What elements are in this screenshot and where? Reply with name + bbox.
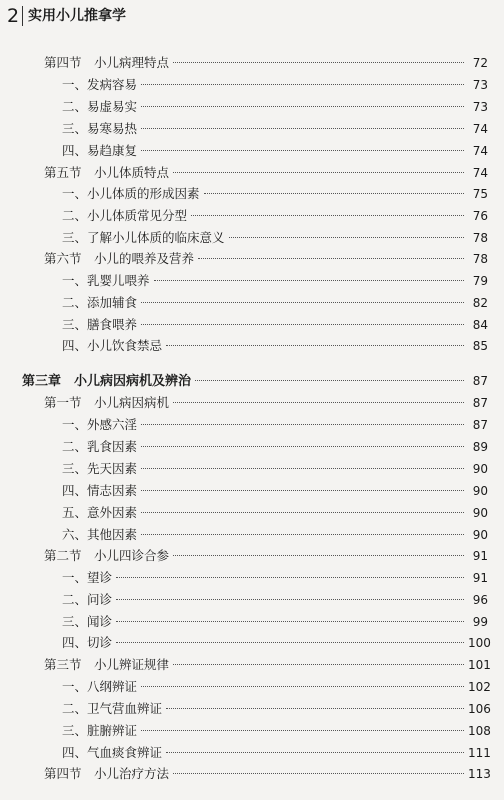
- toc-entry-page: 75: [472, 187, 488, 201]
- toc-entry: [62, 292, 488, 314]
- toc-entry-page: 74: [472, 144, 488, 158]
- dot-leader: [173, 773, 464, 774]
- toc-entry-page: 78: [472, 231, 488, 245]
- toc-entry: [62, 458, 488, 480]
- toc-entry-page: 101: [468, 658, 491, 672]
- toc-entry-title: 第一节 小儿病因病机: [44, 395, 170, 410]
- dot-leader: [141, 150, 464, 151]
- toc-entry: [62, 589, 488, 611]
- dot-leader: [173, 62, 464, 63]
- dot-leader: [141, 324, 464, 325]
- toc-entry-title: 第六节 小儿的喂养及营养: [44, 251, 195, 266]
- dot-leader: [173, 402, 464, 403]
- toc-entry: [44, 392, 488, 414]
- dot-leader: [154, 280, 464, 281]
- toc-entry-page: 76: [472, 209, 488, 223]
- toc-entry-page: 100: [468, 636, 491, 650]
- toc-entry-page: 91: [472, 571, 488, 585]
- toc-entry-title: 三、先天因素: [62, 461, 138, 476]
- toc-entry-page: 87: [472, 374, 488, 388]
- toc-entry-title: 五、意外因素: [62, 505, 138, 520]
- toc-entry-page: 73: [472, 100, 488, 114]
- dot-leader: [141, 534, 464, 535]
- header-divider: [22, 6, 23, 26]
- toc-entry: [62, 96, 488, 118]
- toc-entry-page: 99: [472, 615, 488, 629]
- toc-entry-title: 第二节 小儿四诊合参: [44, 548, 170, 563]
- dot-leader: [166, 345, 464, 346]
- toc-entry-title: 一、小儿体质的形成因素: [62, 186, 200, 201]
- toc-entry: [62, 227, 488, 249]
- toc-entry-title: 四、情志因素: [62, 483, 138, 498]
- dot-leader: [141, 106, 464, 107]
- dot-leader: [141, 490, 464, 491]
- dot-leader: [116, 642, 464, 643]
- toc-entry-title: 六、其他因素: [62, 527, 138, 542]
- toc-entry: [62, 480, 488, 502]
- toc-entry-title: 一、望诊: [62, 570, 113, 585]
- toc-entry-title: 第三节 小儿辨证规律: [44, 657, 170, 672]
- toc-entry-page: 87: [472, 396, 488, 410]
- dot-leader: [173, 555, 464, 556]
- toc-entry-page: 111: [468, 746, 491, 760]
- toc-entry: [62, 720, 491, 742]
- dot-leader: [166, 752, 464, 753]
- page-number: 2: [7, 5, 20, 27]
- toc-entry-title: 二、小儿体质常见分型: [62, 208, 188, 223]
- toc-entry-title: 第四节 小儿病理特点: [44, 55, 170, 70]
- toc-entry: [62, 742, 491, 764]
- toc-entry: [62, 632, 491, 654]
- toc-entry-page: 90: [472, 484, 488, 498]
- toc-entry-page: 82: [472, 296, 488, 310]
- toc-entry-page: 73: [472, 78, 488, 92]
- toc-entry: [22, 370, 488, 392]
- toc-entry-title: 二、乳食因素: [62, 439, 138, 454]
- dot-leader: [141, 468, 464, 469]
- dot-leader: [173, 664, 464, 665]
- toc-entry-title: 四、易趋康复: [62, 143, 138, 158]
- dot-leader: [116, 621, 464, 622]
- toc-entry-page: 106: [468, 702, 491, 716]
- toc-entry-page: 84: [472, 318, 488, 332]
- dot-leader: [116, 599, 464, 600]
- dot-leader: [141, 424, 464, 425]
- dot-leader: [141, 686, 464, 687]
- toc-entry-page: 108: [468, 724, 491, 738]
- toc-entry-title: 一、外感六淫: [62, 417, 138, 432]
- dot-leader: [198, 258, 464, 259]
- toc-entry-page: 91: [472, 549, 488, 563]
- toc-entry-page: 87: [472, 418, 488, 432]
- dot-leader: [166, 708, 464, 709]
- toc-entry-title: 第四节 小儿治疗方法: [44, 766, 170, 781]
- toc-entry-page: 74: [472, 122, 488, 136]
- toc-entry-page: 96: [472, 593, 488, 607]
- toc-entry-title: 二、添加辅食: [62, 295, 138, 310]
- toc-entry: [62, 414, 488, 436]
- toc-entry-title: 三、膳食喂养: [62, 317, 138, 332]
- toc-entry-title: 四、小儿饮食禁忌: [62, 338, 163, 353]
- toc-entry-title: 一、乳婴儿喂养: [62, 273, 150, 288]
- dot-leader: [191, 215, 464, 216]
- toc-entry-title: 三、闻诊: [62, 614, 113, 629]
- toc-entry-page: 74: [472, 166, 488, 180]
- toc-entry: [62, 74, 488, 96]
- toc-entry: [44, 763, 491, 785]
- toc-entry-title: 四、切诊: [62, 635, 113, 650]
- toc-entry: [62, 611, 488, 633]
- toc-entry-title: 四、气血痰食辨证: [62, 745, 163, 760]
- toc-entry: [62, 436, 488, 458]
- toc-entry-title: 三、易寒易热: [62, 121, 138, 136]
- toc-entry: [62, 335, 488, 357]
- dot-leader: [173, 172, 464, 173]
- toc-entry-title: 一、发病容易: [62, 77, 138, 92]
- toc-entry-page: 79: [472, 274, 488, 288]
- toc-entry: [44, 248, 488, 270]
- page-header: [0, 0, 504, 40]
- toc-entry-page: 90: [472, 528, 488, 542]
- dot-leader: [141, 128, 464, 129]
- dot-leader: [229, 237, 464, 238]
- toc-entry: [62, 502, 488, 524]
- toc-entry-title: 三、了解小儿体质的临床意义: [62, 230, 225, 245]
- toc-entry: [62, 698, 491, 720]
- toc-entry: [44, 162, 488, 184]
- toc-entry-page: 72: [472, 56, 488, 70]
- toc-entry-page: 113: [468, 767, 491, 781]
- dot-leader: [141, 84, 464, 85]
- toc-entry: [62, 676, 491, 698]
- dot-leader: [141, 446, 464, 447]
- toc-entry: [62, 183, 488, 205]
- toc-entry-title: 三、脏腑辨证: [62, 723, 138, 738]
- toc-entry-title: 第五节 小儿体质特点: [44, 165, 170, 180]
- toc-entry-page: 90: [472, 506, 488, 520]
- toc-entry: [62, 270, 488, 292]
- toc-entry-page: 89: [472, 440, 488, 454]
- dot-leader: [141, 512, 464, 513]
- toc-entry: [44, 545, 488, 567]
- toc-entry: [62, 118, 488, 140]
- toc-entry-page: 90: [472, 462, 488, 476]
- dot-leader: [141, 302, 464, 303]
- dot-leader: [141, 730, 464, 731]
- toc-entry-page: 78: [472, 252, 488, 266]
- toc-entry-page: 85: [472, 339, 488, 353]
- toc-entry-title: 二、问诊: [62, 592, 113, 607]
- toc-entry: [44, 654, 491, 676]
- toc-entry: [44, 52, 488, 74]
- toc-entry-title: 第三章 小儿病因病机及辨治: [22, 374, 192, 389]
- toc-entry-title: 一、八纲辨证: [62, 679, 138, 694]
- dot-leader: [116, 577, 464, 578]
- toc-entry-title: 二、易虚易实: [62, 99, 138, 114]
- toc-entry: [62, 567, 488, 589]
- toc-entry: [62, 140, 488, 162]
- toc-entry: [62, 524, 488, 546]
- dot-leader: [204, 193, 464, 194]
- toc-entry-title: 二、卫气营血辨证: [62, 701, 163, 716]
- dot-leader: [195, 380, 464, 381]
- toc-entry-page: 102: [468, 680, 491, 694]
- toc-entry: [62, 314, 488, 336]
- book-title: 实用小儿推拿学: [28, 8, 126, 24]
- toc-entry: [62, 205, 488, 227]
